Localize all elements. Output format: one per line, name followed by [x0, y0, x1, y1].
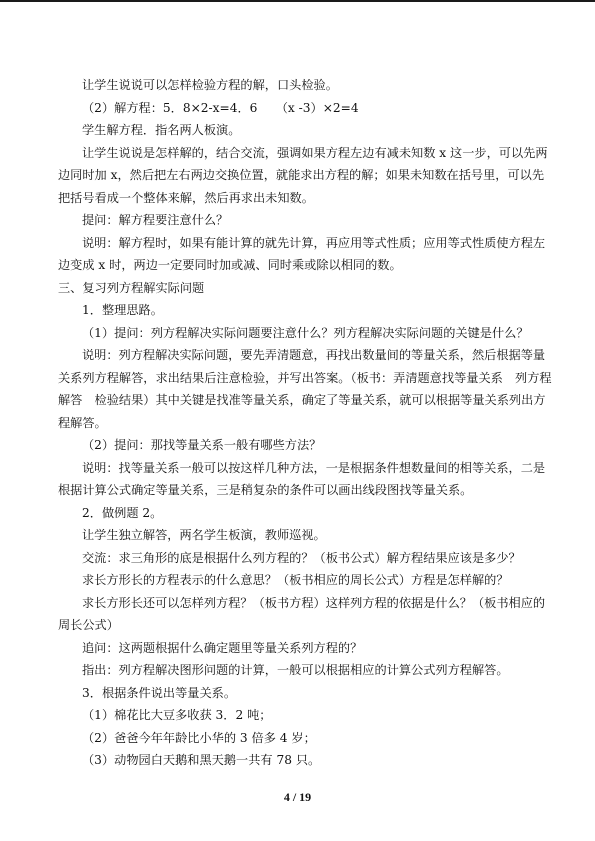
paragraph-line: 求长方形长还可以怎样列方程？（板书方程）这样列方程的依据是什么？（板书相应的 — [82, 595, 546, 610]
paragraph-line: 让学生说说可以怎样检验方程的解，口头检验。 — [82, 78, 338, 92]
paragraph-line: 1．整理思路。 — [82, 303, 163, 317]
paragraph-line: 求长方形长的方程表示的什么意思？（板书相应的周长公式）方程是怎样解的？ — [82, 573, 509, 587]
paragraph-line: 3．根据条件说出等量关系。 — [82, 685, 237, 700]
paragraph-line: 交流：求三角形的底是根据什么列方程的？（板书公式）解方程结果应该是多少？ — [82, 550, 521, 565]
paragraph-line: 让学生独立解答，两名学生板演，教师巡视。 — [82, 528, 326, 542]
paragraph-line: （3）动物园白天鹅和黑天鹅一共有 78 只。 — [82, 753, 321, 767]
document-body — [58, 74, 552, 772]
paragraph-line: 指出：列方程解决图形问题的计算，一般可以根据相应的计算公式列方程解答。 — [82, 663, 509, 677]
paragraph-line: 边同时加 x，然后把左右两边交换位置，就能求出方程的解；如果未知数在括号里，可以先 — [58, 168, 545, 182]
paragraph-line: 解答 检验结果）其中关键是找准等量关系，确定了等量关系，就可以根据等量关系列出方 — [58, 393, 546, 407]
paragraph-line: 说明：列方程解决实际问题，要先弄清题意，再找出数量间的等量关系，然后根据等量 — [82, 348, 546, 362]
paragraph-line: 提问：解方程要注意什么？ — [82, 213, 229, 227]
paragraph-line: 说明：解方程时，如果有能计算的就先计算，再应用等式性质；应用等式性质使方程左 — [82, 235, 546, 250]
paragraph-line: （1）棉花比大豆多收获 3．2 吨； — [82, 708, 272, 722]
paragraph-line: 说明：找等量关系一般可以按这样几种方法，一是根据条件想数量间的相等关系，二是 — [82, 460, 546, 475]
paragraph-line: 关系列方程解答，求出结果后注意检验，并写出答案。（板书：弄清题意找等量关系 列方程 — [58, 370, 552, 385]
paragraph-line: 让学生说说是怎样解的，结合交流，强调如果方程左边有减未知数 x 这一步，可以先两 — [82, 145, 548, 160]
paragraph-line: 周长公式） — [58, 618, 119, 632]
paragraph-line: （2）提问：那找等量关系一般有哪些方法？ — [82, 438, 322, 452]
paragraph-line: 把括号看成一个整体来解，然后再求出未知数。 — [58, 190, 314, 205]
section-heading: 三、复习列方程解实际问题 — [58, 280, 205, 295]
paragraph-line: 追问：这两题根据什么确定题里等量关系列方程的？ — [82, 640, 363, 655]
paragraph-line: （2）解方程：5．8×2-x=4．6 （x -3）×2=4 — [82, 100, 359, 115]
paragraph-line: 程解答。 — [58, 415, 107, 430]
paragraph-line: （2）爸爸今年年龄比小华的 3 倍多 4 岁； — [82, 730, 316, 745]
paragraph-line: 2．做例题 2。 — [82, 505, 163, 520]
page-number: 4 / 19 — [283, 790, 312, 804]
paragraph-line: 学生解方程．指名两人板演。 — [82, 123, 241, 137]
paragraph-line: 根据计算公式确定等量关系，三是稍复杂的条件可以画出线段图找等量关系。 — [58, 483, 473, 497]
paragraph-line: （1）提问：列方程解决实际问题要注意什么？列方程解决实际问题的关键是什么？ — [82, 325, 529, 340]
top-border-line — [0, 0, 595, 2]
paragraph-line: 边变成 x 时，两边一定要同时加或减、同时乘或除以相同的数。 — [58, 258, 402, 272]
